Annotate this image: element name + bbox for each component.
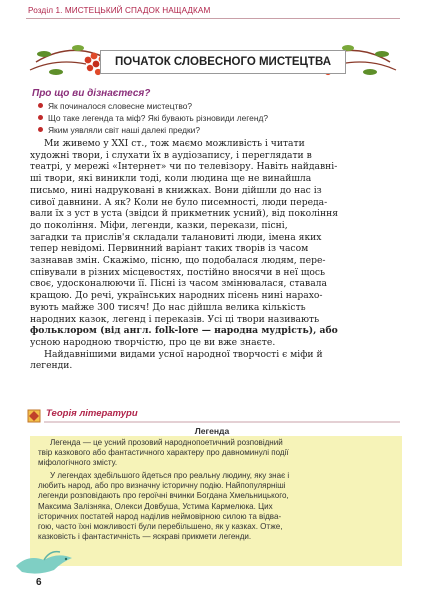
body-line: вують майже 300 тисяч! До нас дійшла велика кількість — [30, 301, 306, 313]
learn-question: Як починалося словесне мистецтво? — [48, 101, 192, 111]
body-line: вали їх з уст в уста (звідси й прикметник усний), від покоління — [30, 208, 339, 220]
box-line: гою, часто їхні можливості були перебільшено, як у казках. Отже, — [38, 521, 283, 531]
body-line: своє, удосконалюючи її. Пісні із часом змінювалася, ставала — [30, 278, 327, 290]
body-line: художні твори, і слухати їх в аудіозапису, і переглядати в — [30, 149, 312, 161]
body-text — [30, 138, 400, 372]
body-line: Найдавнішими видами усної народної творчості є міфи й — [44, 348, 323, 360]
body-line: кращою. До речі, українських народних пісень нині нарахо- — [30, 290, 323, 302]
theory-label: Теорія літератури — [46, 408, 138, 419]
learn-heading: Про що ви дізнаєтеся? — [32, 88, 151, 99]
page-title: ПОЧАТОК СЛОВЕСНОГО МИСТЕЦТВА — [100, 50, 346, 74]
body-line: фольклором (від англ. folk-lore — народна мудрість), або — [30, 325, 338, 337]
box-line: казковість і фантастичність — яскраві прикмети легенди. — [38, 531, 252, 541]
bird-decoration-icon — [14, 548, 84, 578]
box-line: історичних постатей народ наділив неймовірною силою та відва- — [38, 511, 282, 521]
body-line: зазнавав змін. Скажімо, пісню, що подобалася людям, пере- — [30, 255, 326, 267]
bullet-icon — [38, 103, 43, 108]
body-line: народних казок, легенд і переказів. Усі ці твори називають — [30, 313, 320, 325]
chapter-label: Розділ 1. МИСТЕЦЬКИЙ СПАДОК НАЩАДКАМ — [28, 6, 211, 15]
bullet-icon — [38, 127, 43, 132]
definition-text — [38, 438, 398, 542]
body-line: співували в різних місцевостях, постійно вносячи в неї щось — [30, 266, 326, 278]
body-line: легенди. — [30, 360, 73, 372]
body-line: ші твори, які виникли тоді, коли людина ще не винайшла — [30, 173, 312, 185]
learn-question: Що таке легенда та міф? Які бувають різновиди легенд? — [48, 113, 268, 123]
body-line: Ми живемо у XXI ст., тож маємо можливість і читати — [44, 138, 305, 149]
body-line: до покоління. Міфи, легенди, казки, перекази, пісні, — [30, 219, 288, 231]
body-line: загадки та прислів'я складали талановиті люди, імена яких — [30, 231, 322, 243]
box-line: міфологічного змісту. — [38, 458, 118, 468]
body-line: театрі, у мережі «Інтернет» чи по телевізору. Навіть найдавні- — [30, 161, 338, 173]
learn-question: Яким уявляли світ наші далекі предки? — [48, 125, 200, 135]
box-line: Легенда — це усний прозовий народнопоетичний розповідний — [50, 438, 283, 447]
bullet-icon — [38, 115, 43, 120]
box-line: любить народ, або про визначну історичну подію. Найпопулярніші — [38, 481, 286, 491]
box-line: Максима Залізняка, Олекси Довбуша, Устима Кармелюка. Цих — [38, 501, 273, 511]
box-line: твір казкового або фантастичного характеру про давноминулі події — [38, 448, 289, 458]
rowan-ornament-left — [30, 45, 107, 75]
body-line: письмо, нині надруковані в книжках. Вони дійшли до нас із — [30, 184, 322, 196]
chapter-divider — [26, 18, 400, 19]
section-term: Легенда — [194, 426, 230, 436]
box-line: У легендах здебільшого йдеться про реальну людину, яку знає і — [50, 471, 290, 481]
body-line: сивої давнини. А як? Коли не було писемності, люди переда- — [30, 196, 328, 208]
box-line: легенди розповідають про героїчні вчинки Богдана Хмельницького, — [38, 491, 289, 501]
body-line: тепер невідомі. Первинний варіант таких творів із часом — [30, 243, 309, 255]
page-number: 6 — [36, 577, 42, 588]
body-line: усною народною творчістю, про це ви вже знаєте. — [30, 336, 276, 348]
